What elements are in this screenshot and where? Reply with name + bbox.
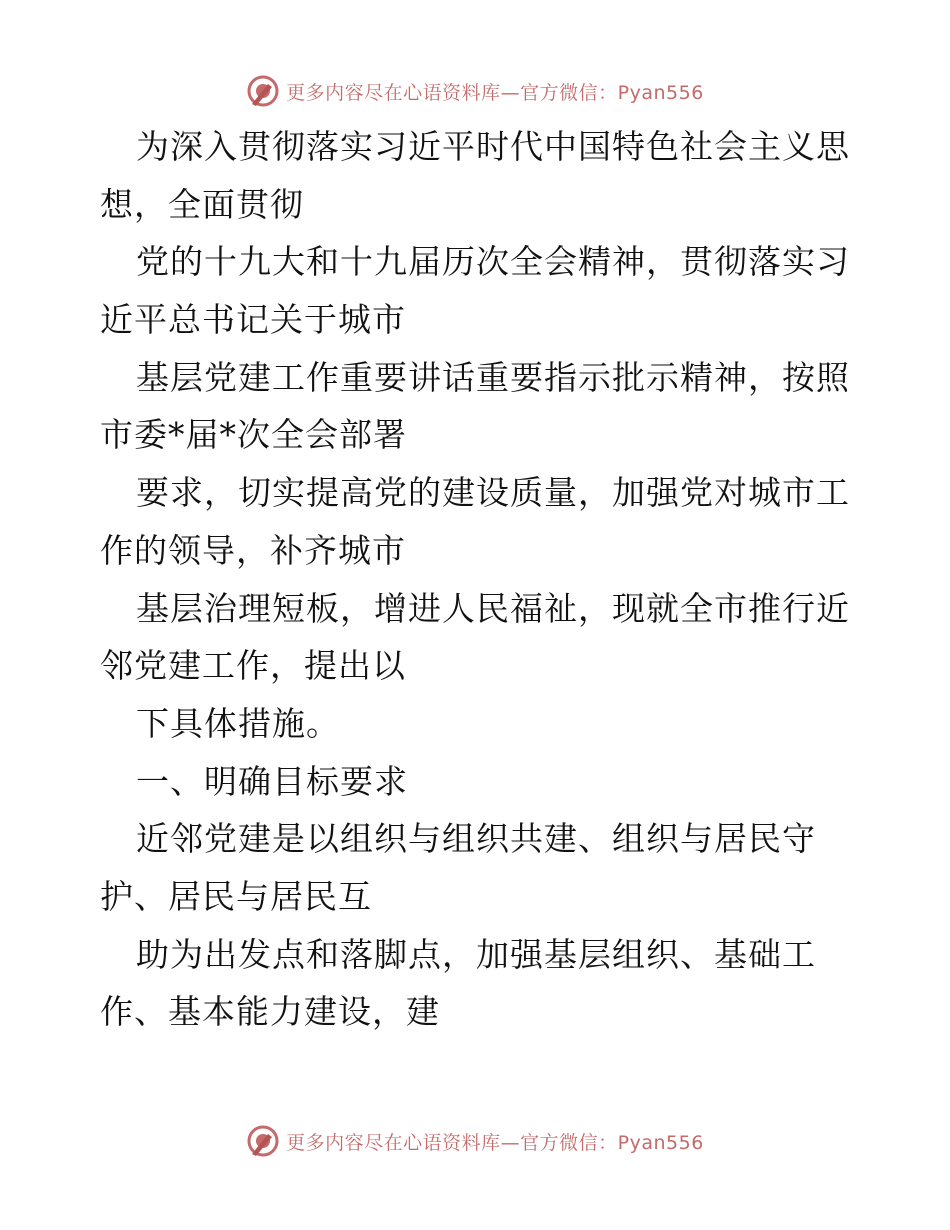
document-body: [100, 118, 860, 1041]
header-watermark: [0, 74, 950, 108]
paragraph-line: 想，全面贯彻: [100, 184, 304, 224]
paragraph-line: 下具体措施。: [136, 703, 340, 743]
watermark-text: 更多内容尽在心语资料库—官方微信：Pyan556: [286, 1131, 704, 1154]
paragraph-line: 近邻党建是以组织与组织共建、组织与居民守: [136, 819, 816, 859]
paragraph-line: 基层党建工作重要讲话重要指示批示精神，按照: [136, 357, 850, 397]
paragraph-line: 助为出发点和落脚点，加强基层组织、基础工: [136, 934, 816, 974]
paragraph-line: 护、居民与居民互: [100, 876, 372, 916]
paragraph-line: 基层治理短板，增进人民福祉，现就全市推行近: [136, 588, 850, 628]
pen-logo-icon: [246, 1124, 280, 1158]
pen-logo-icon: [246, 74, 280, 108]
paragraph-line: 市委*届*次全会部署: [100, 415, 407, 455]
paragraph-line: 党的十九大和十九届历次全会精神，贯彻落实习: [136, 242, 850, 282]
paragraph-line: 邻党建工作，提出以: [100, 646, 406, 686]
paragraph-line: 近平总书记关于城市: [100, 300, 406, 340]
watermark-text: 更多内容尽在心语资料库—官方微信：Pyan556: [286, 81, 704, 104]
section-heading: 一、明确目标要求: [136, 761, 408, 801]
paragraph-line: 要求，切实提高党的建设质量，加强党对城市工: [136, 473, 850, 513]
paragraph-line: 作、基本能力建设，建: [100, 992, 440, 1032]
footer-watermark: [0, 1124, 950, 1158]
paragraph-line: 作的领导，补齐城市: [100, 530, 406, 570]
paragraph-line: 为深入贯彻落实习近平时代中国特色社会主义思: [136, 127, 850, 166]
